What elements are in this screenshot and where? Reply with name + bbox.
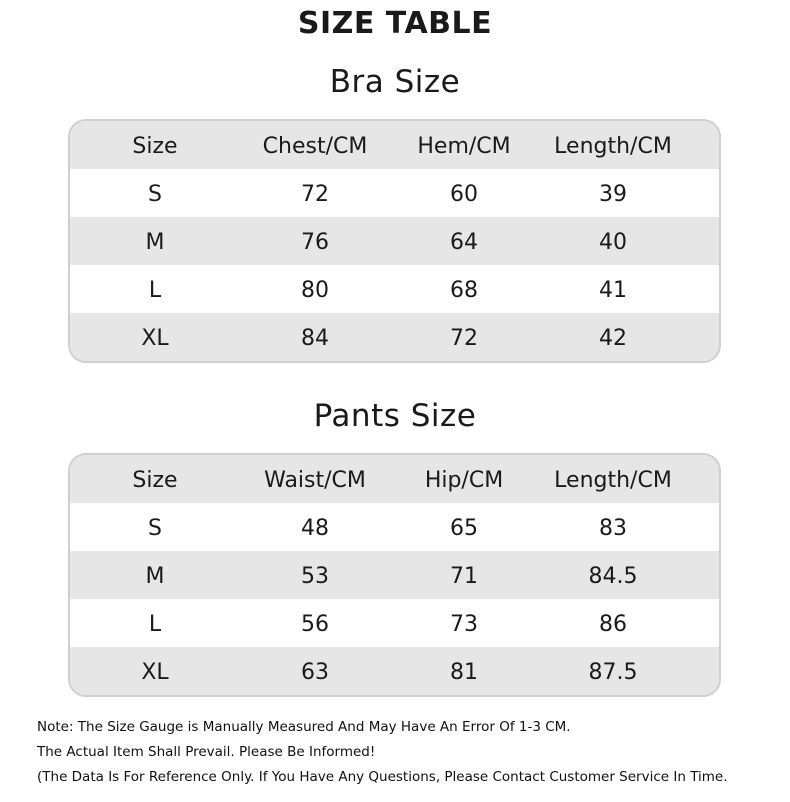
table-header-row: [70, 455, 719, 503]
table-cell: 39: [599, 182, 627, 207]
note-line: The Actual Item Shall Prevail. Please Be Informed!: [37, 744, 376, 760]
table-cell: 72: [301, 182, 329, 207]
header-cell: Length/CM: [554, 134, 672, 159]
table-row: [70, 503, 719, 551]
table-row: [70, 265, 719, 313]
table-cell: XL: [141, 660, 169, 685]
bra-size-table: [68, 119, 721, 363]
table-row: [70, 647, 719, 697]
table-header-row: [70, 121, 719, 169]
table-row: [70, 599, 719, 647]
table-cell: 71: [450, 564, 478, 589]
table-cell: 41: [599, 278, 627, 303]
header-cell: Size: [132, 134, 178, 159]
table-cell: M: [145, 564, 165, 589]
table-row: [70, 169, 719, 217]
table-cell: 84: [301, 326, 329, 351]
header-cell: Waist/CM: [264, 468, 366, 493]
table-row: [70, 551, 719, 599]
table-cell: S: [148, 182, 162, 207]
table-cell: 53: [301, 564, 329, 589]
page-title: SIZE TABLE: [297, 6, 493, 41]
table-cell: L: [148, 278, 162, 303]
table-cell: 56: [301, 612, 329, 637]
bra-size-title: Bra Size: [329, 64, 461, 100]
table-cell: 65: [450, 516, 478, 541]
table-cell: M: [145, 230, 165, 255]
table-cell: 86: [599, 612, 627, 637]
table-cell: XL: [141, 326, 169, 351]
table-row: [70, 217, 719, 265]
pants-size-table: [68, 453, 721, 697]
table-cell: 73: [450, 612, 478, 637]
table-cell: 81: [450, 660, 478, 685]
header-cell: Hip/CM: [424, 468, 504, 493]
table-cell: 40: [599, 230, 627, 255]
table-cell: 76: [301, 230, 329, 255]
note-line: Note: The Size Gauge is Manually Measured And May Have An Error Of 1-3 CM.: [37, 719, 571, 735]
table-cell: L: [148, 612, 162, 637]
header-cell: Length/CM: [554, 468, 672, 493]
table-cell: 42: [599, 326, 627, 351]
table-cell: 80: [301, 278, 329, 303]
table-cell: 68: [450, 278, 478, 303]
header-cell: Chest/CM: [262, 134, 368, 159]
header-cell: Hem/CM: [417, 134, 511, 159]
table-cell: 64: [450, 230, 478, 255]
table-cell: 87.5: [588, 660, 638, 685]
table-cell: 48: [301, 516, 329, 541]
table-cell: 63: [301, 660, 329, 685]
table-cell: S: [148, 516, 162, 541]
table-row: [70, 313, 719, 363]
table-cell: 72: [450, 326, 478, 351]
table-cell: 60: [450, 182, 478, 207]
table-cell: 83: [599, 516, 627, 541]
table-cell: 84.5: [588, 564, 638, 589]
header-cell: Size: [132, 468, 178, 493]
note-line: (The Data Is For Reference Only. If You Have Any Questions, Please Contact Customer Service In Time.: [37, 769, 728, 785]
pants-size-title: Pants Size: [313, 398, 477, 434]
